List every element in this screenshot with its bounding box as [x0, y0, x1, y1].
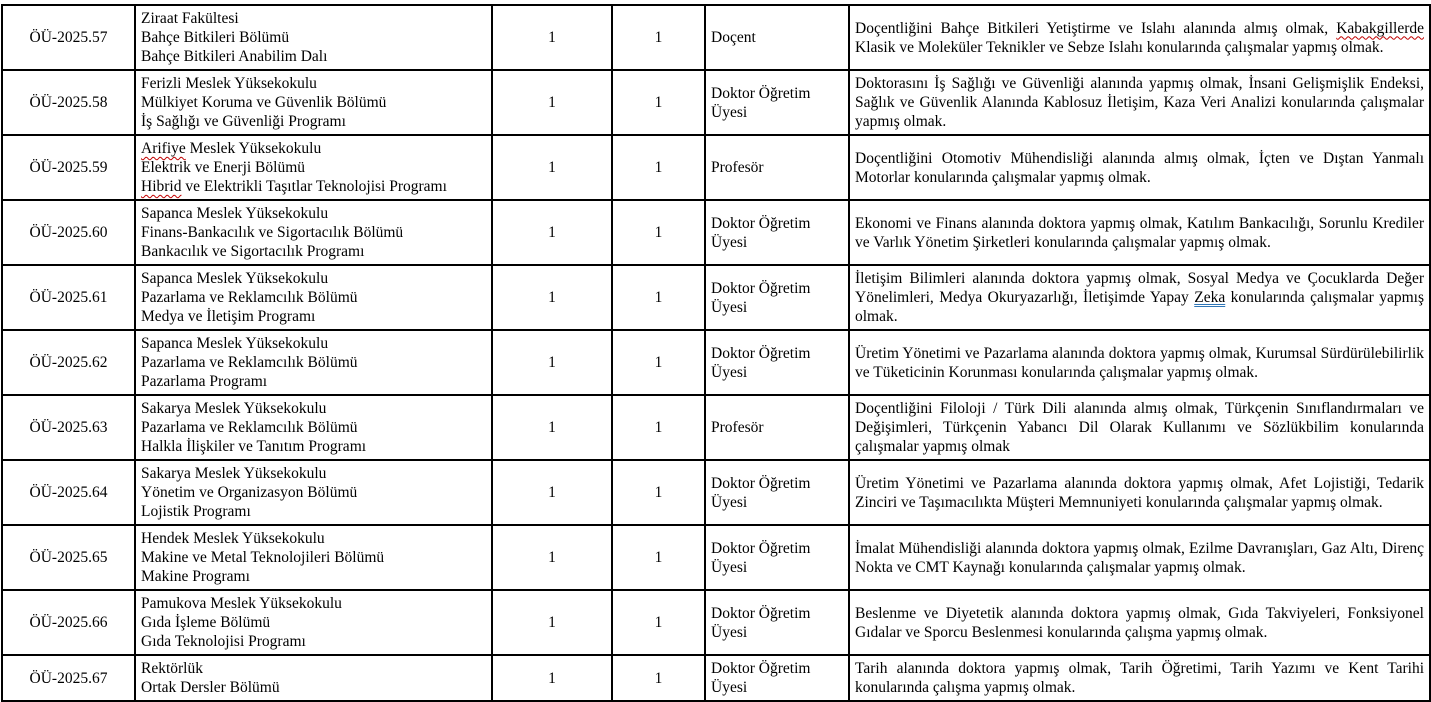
position-code-cell: ÖÜ-2025.57: [2, 5, 135, 70]
count-cell-1: 1: [492, 395, 612, 460]
count-cell-2: 1: [612, 70, 705, 135]
requirement-cell: Üretim Yönetimi ve Pazarlama alanında doktora yapmış olmak, Kurumsal Sürdürülebilirlik ve Tüketicinin Korunması konularında çalışmalar yapmış olmak.: [849, 330, 1430, 395]
position-code-cell: ÖÜ-2025.65: [2, 525, 135, 590]
count-cell-2: 1: [612, 525, 705, 590]
table-row: [2, 330, 1430, 395]
requirement-cell: Ekonomi ve Finans alanında doktora yapmış olmak, Katılım Bankacılığı, Sorunlu Krediler ve Varlık Yönetim Şirketleri konularında çalışmalar yapmış olmak.: [849, 200, 1430, 265]
spell-error-mark: Kabakgillerde: [1336, 19, 1424, 37]
count-cell-2: 1: [612, 135, 705, 200]
table-row: [2, 655, 1430, 701]
table-row: [2, 265, 1430, 330]
unit-cell: Sapanca Meslek Yüksekokulu Pazarlama ve Reklamcılık Bölümü Medya ve İletişim Programı: [135, 265, 492, 330]
unit-cell: Ziraat Fakültesi Bahçe Bitkileri Bölümü Bahçe Bitkileri Anabilim Dalı: [135, 5, 492, 70]
count-cell-1: 1: [492, 200, 612, 265]
position-code-cell: ÖÜ-2025.63: [2, 395, 135, 460]
unit-cell: Hendek Meslek Yüksekokulu Makine ve Metal Teknolojileri Bölümü Makine Programı: [135, 525, 492, 590]
unit-cell: Pamukova Meslek Yüksekokulu Gıda İşleme Bölümü Gıda Teknolojisi Programı: [135, 590, 492, 655]
count-cell-1: 1: [492, 525, 612, 590]
requirement-cell: Üretim Yönetimi ve Pazarlama alanında doktora yapmış olmak, Afet Lojistiği, Tedarik Zinciri ve Taşımacılıkta Müşteri Memnuniyeti konularında çalışmalar yapmış olmak.: [849, 460, 1430, 525]
position-code-cell: ÖÜ-2025.64: [2, 460, 135, 525]
requirement-cell: Beslenme ve Diyetetik alanında doktora yapmış olmak, Gıda Takviyeleri, Fonksiyonel Gıdalar ve Sporcu Beslenmesi konularında çalışma yapmış olmak.: [849, 590, 1430, 655]
unit-cell: Sakarya Meslek Yüksekokulu Yönetim ve Organizasyon Bölümü Lojistik Programı: [135, 460, 492, 525]
count-cell-2: 1: [612, 460, 705, 525]
unit-cell: Sapanca Meslek Yüksekokulu Pazarlama ve Reklamcılık Bölümü Pazarlama Programı: [135, 330, 492, 395]
count-cell-2: 1: [612, 200, 705, 265]
position-code-cell: ÖÜ-2025.67: [2, 655, 135, 701]
academic-positions-table: [1, 4, 1431, 702]
count-cell-1: 1: [492, 655, 612, 701]
table-row: [2, 395, 1430, 460]
table-row: [2, 460, 1430, 525]
count-cell-1: 1: [492, 70, 612, 135]
unit-cell: Ferizli Meslek Yüksekokulu Mülkiyet Koruma ve Güvenlik Bölümü İş Sağlığı ve Güvenliği Programı: [135, 70, 492, 135]
academic-title-cell: Doktor Öğretim Üyesi: [705, 655, 849, 701]
position-code-cell: ÖÜ-2025.59: [2, 135, 135, 200]
academic-title-cell: Doktor Öğretim Üyesi: [705, 330, 849, 395]
table-row: [2, 70, 1430, 135]
academic-title-cell: Profesör: [705, 395, 849, 460]
table-row: [2, 590, 1430, 655]
position-code-cell: ÖÜ-2025.60: [2, 200, 135, 265]
table-row: [2, 135, 1430, 200]
academic-title-cell: Doktor Öğretim Üyesi: [705, 200, 849, 265]
count-cell-1: 1: [492, 5, 612, 70]
requirement-cell: İmalat Mühendisliği alanında doktora yapmış olmak, Ezilme Davranışları, Gaz Altı, Direnç Nokta ve CMT Kaynağı konularında çalışmalar yapmış olmak.: [849, 525, 1430, 590]
count-cell-2: 1: [612, 590, 705, 655]
count-cell-1: 1: [492, 265, 612, 330]
requirement-cell: Doçentliğini Bahçe Bitkileri Yetiştirme ve Islahı alanında almış olmak, Kabakgillerde Klasik ve Moleküler Teknikler ve Sebze Islahı konularında çalışmalar yapmış olmak.: [849, 5, 1430, 70]
academic-title-cell: Doktor Öğretim Üyesi: [705, 265, 849, 330]
requirement-cell: Doçentliğini Otomotiv Mühendisliği alanında almış olmak, İçten ve Dıştan Yanmalı Motorlar konularında çalışmalar yapmış olmak.: [849, 135, 1430, 200]
position-code-cell: ÖÜ-2025.58: [2, 70, 135, 135]
count-cell-1: 1: [492, 330, 612, 395]
unit-cell: Rektörlük Ortak Dersler Bölümü: [135, 655, 492, 701]
requirement-cell: Doçentliğini Filoloji / Türk Dili alanında almış olmak, Türkçenin Sınıflandırmaları ve Değişimleri, Türkçenin Yabancı Dil Olarak Kullanımı ve Sözlükbilim konularında çalışmalar yapmış olmak: [849, 395, 1430, 460]
academic-title-cell: Profesör: [705, 135, 849, 200]
academic-title-cell: Doktor Öğretim Üyesi: [705, 460, 849, 525]
grammar-suggestion-mark: Zeka: [1194, 289, 1226, 306]
table-row: [2, 5, 1430, 70]
count-cell-1: 1: [492, 590, 612, 655]
unit-cell: Sakarya Meslek Yüksekokulu Pazarlama ve Reklamcılık Bölümü Halkla İlişkiler ve Tanıtım Programı: [135, 395, 492, 460]
count-cell-2: 1: [612, 330, 705, 395]
academic-title-cell: Doçent: [705, 5, 849, 70]
requirement-cell: Tarih alanında doktora yapmış olmak, Tarih Öğretimi, Tarih Yazımı ve Kent Tarihi konularında çalışma yapmış olmak.: [849, 655, 1430, 701]
unit-cell: Sapanca Meslek Yüksekokulu Finans-Bankacılık ve Sigortacılık Bölümü Bankacılık ve Sigortacılık Programı: [135, 200, 492, 265]
count-cell-2: 1: [612, 395, 705, 460]
academic-title-cell: Doktor Öğretim Üyesi: [705, 70, 849, 135]
requirement-cell: İletişim Bilimleri alanında doktora yapmış olmak, Sosyal Medya ve Çocuklarda Değer Yönelimleri, Medya Okuryazarlığı, İletişimde Yapay Zeka konularında çalışmalar yapmış olmak.: [849, 265, 1430, 330]
academic-title-cell: Doktor Öğretim Üyesi: [705, 525, 849, 590]
count-cell-1: 1: [492, 460, 612, 525]
spell-error-mark: Hibrid: [141, 178, 182, 195]
academic-title-cell: Doktor Öğretim Üyesi: [705, 590, 849, 655]
position-code-cell: ÖÜ-2025.62: [2, 330, 135, 395]
count-cell-2: 1: [612, 5, 705, 70]
spell-error-mark: Arifiye: [141, 140, 186, 157]
requirement-cell: Doktorasını İş Sağlığı ve Güvenliği alanında yapmış olmak, İnsani Gelişmişlik Endeksi, Sağlık ve Güvenlik Alanında Kablosuz İletişim, Kaza Veri Analizi konularında çalışmalar yapmış olmak.: [849, 70, 1430, 135]
table-row: [2, 200, 1430, 265]
count-cell-2: 1: [612, 655, 705, 701]
positions-table-body: [2, 5, 1430, 701]
table-row: [2, 525, 1430, 590]
count-cell-1: 1: [492, 135, 612, 200]
position-code-cell: ÖÜ-2025.66: [2, 590, 135, 655]
unit-cell: Arifiye Meslek Yüksekokulu Elektrik ve Enerji Bölümü Hibrid ve Elektrikli Taşıtlar Teknolojisi Programı: [135, 135, 492, 200]
position-code-cell: ÖÜ-2025.61: [2, 265, 135, 330]
count-cell-2: 1: [612, 265, 705, 330]
